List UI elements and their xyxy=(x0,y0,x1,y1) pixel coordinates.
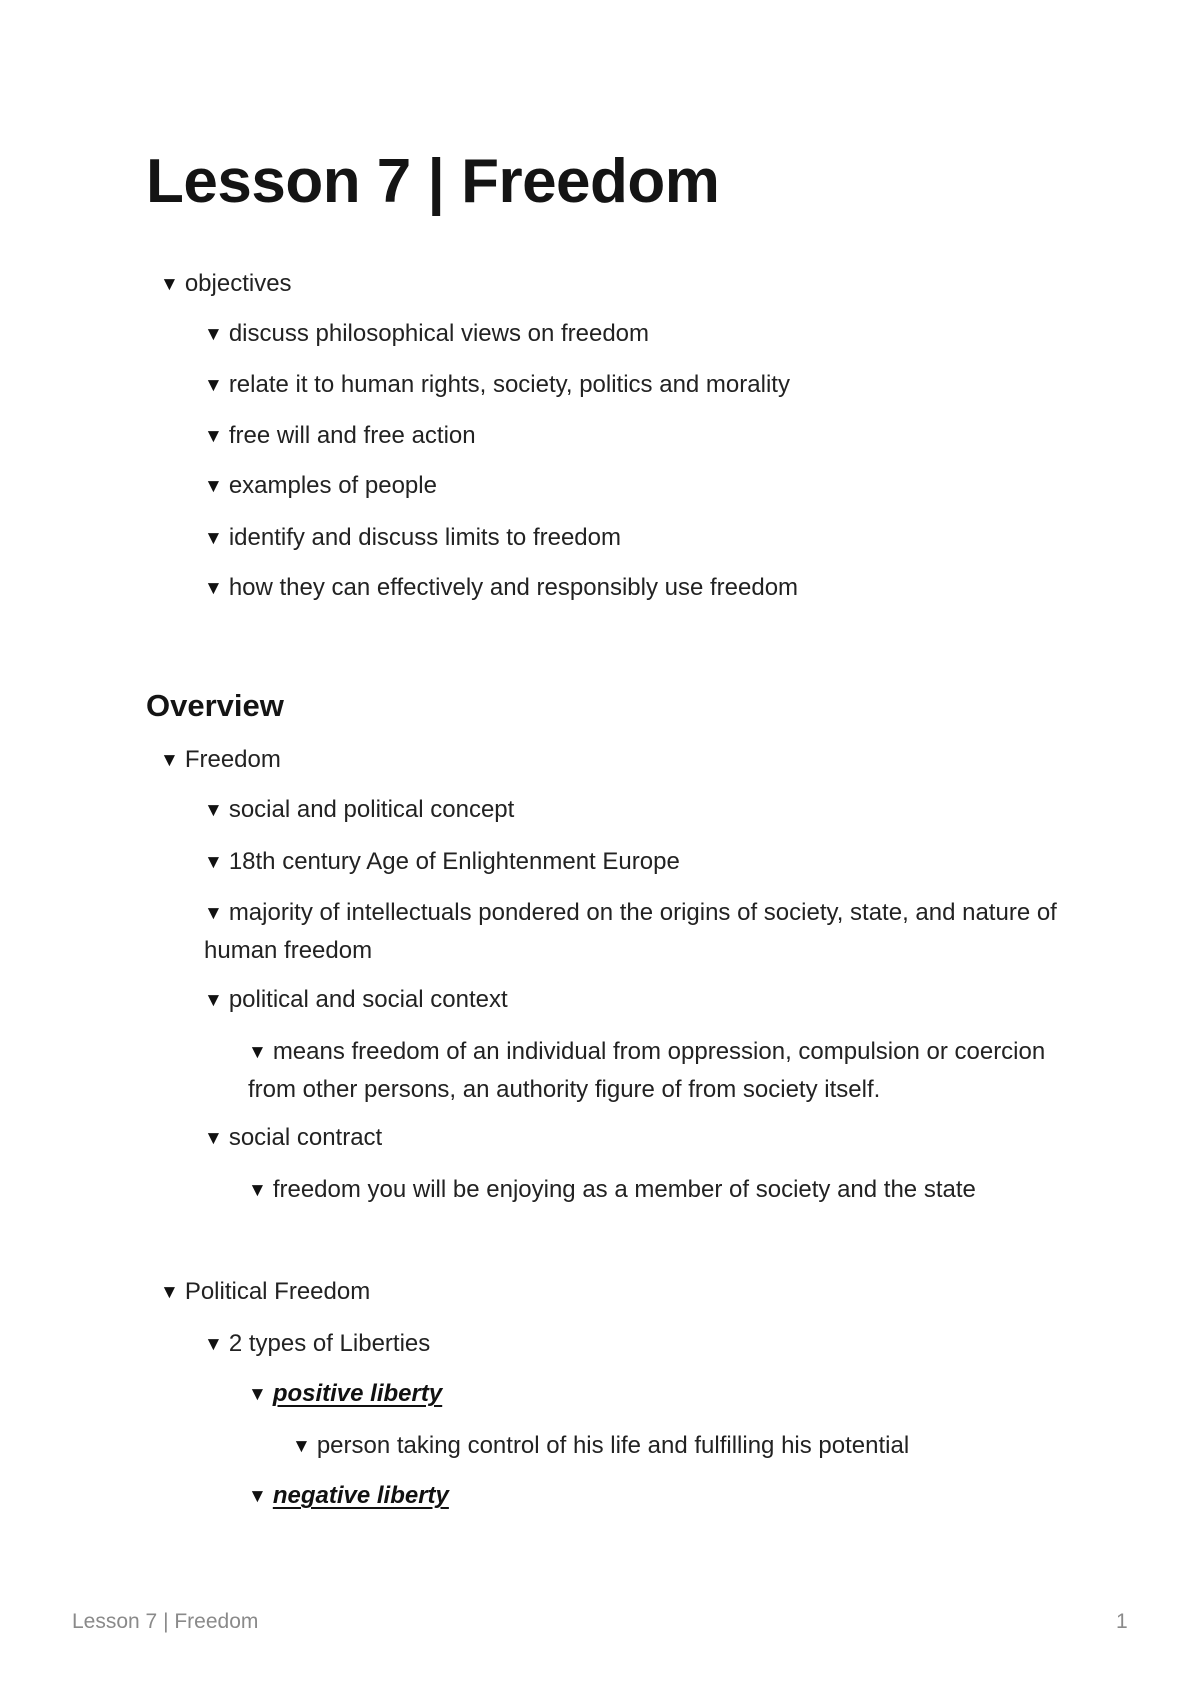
toggle-triangle-icon[interactable]: ▼ xyxy=(160,750,179,771)
toggle-triangle-icon[interactable]: ▼ xyxy=(204,375,223,396)
toggle-label: person taking control of his life and fulfilling his potential xyxy=(316,1432,910,1459)
toggle-label: discuss philosophical views on freedom xyxy=(228,320,650,347)
section-heading-overview: Overview xyxy=(146,688,284,723)
toggle-triangle-icon[interactable]: ▼ xyxy=(204,1334,223,1355)
toggle-types-of-liberties[interactable] xyxy=(204,1326,430,1364)
toggle-triangle-icon[interactable]: ▼ xyxy=(204,528,223,549)
toggle-triangle-icon[interactable]: ▼ xyxy=(204,426,223,447)
toggle-label: negative liberty xyxy=(272,1482,449,1509)
toggle-triangle-icon[interactable]: ▼ xyxy=(248,1486,267,1507)
toggle-label: 2 types of Liberties xyxy=(228,1330,431,1357)
toggle-triangle-icon[interactable]: ▼ xyxy=(204,324,223,345)
toggle-label: means freedom of an individual from oppression, compulsion or coercion from other persons, an authority figure of from society itself. xyxy=(248,1038,1046,1103)
toggle-label: Freedom xyxy=(184,746,281,773)
toggle-objective-3[interactable] xyxy=(204,418,476,456)
toggle-triangle-icon[interactable]: ▼ xyxy=(160,274,179,295)
toggle-label: social contract xyxy=(228,1124,383,1151)
toggle-triangle-icon[interactable]: ▼ xyxy=(204,1128,223,1149)
toggle-triangle-icon[interactable]: ▼ xyxy=(204,800,223,821)
toggle-positive-liberty[interactable] xyxy=(248,1376,442,1414)
toggle-label: relate it to human rights, society, politics and morality xyxy=(228,371,790,398)
toggle-label: how they can effectively and responsibly use freedom xyxy=(228,574,799,601)
toggle-objective-4[interactable] xyxy=(204,468,437,506)
toggle-triangle-icon[interactable]: ▼ xyxy=(292,1436,311,1457)
toggle-freedom-concept[interactable] xyxy=(204,792,514,830)
toggle-triangle-icon[interactable]: ▼ xyxy=(204,903,223,924)
toggle-positive-liberty-desc[interactable] xyxy=(292,1428,909,1466)
toggle-label: 18th century Age of Enlightenment Europe xyxy=(228,848,680,875)
footer-page-number: 1 xyxy=(1116,1610,1128,1633)
toggle-triangle-icon[interactable]: ▼ xyxy=(248,1384,267,1405)
toggle-objective-6[interactable] xyxy=(204,570,798,608)
toggle-freedom-context[interactable] xyxy=(204,982,508,1020)
toggle-objectives[interactable] xyxy=(160,266,292,304)
page-title: Lesson 7 | Freedom xyxy=(146,147,720,216)
toggle-triangle-icon[interactable]: ▼ xyxy=(204,852,223,873)
toggle-triangle-icon[interactable]: ▼ xyxy=(160,1282,179,1303)
toggle-label: objectives xyxy=(184,270,292,297)
toggle-freedom-context-meaning[interactable] xyxy=(248,1034,1078,1108)
toggle-label: positive liberty xyxy=(272,1380,443,1407)
toggle-freedom-social-contract[interactable] xyxy=(204,1120,382,1158)
toggle-label: identify and discuss limits to freedom xyxy=(228,524,621,551)
toggle-objective-5[interactable] xyxy=(204,520,621,558)
toggle-triangle-icon[interactable]: ▼ xyxy=(248,1180,267,1201)
toggle-label: Political Freedom xyxy=(184,1278,371,1305)
toggle-triangle-icon[interactable]: ▼ xyxy=(204,578,223,599)
toggle-label: free will and free action xyxy=(228,422,476,449)
toggle-political-freedom[interactable] xyxy=(160,1274,370,1312)
toggle-label: freedom you will be enjoying as a member of society and the state xyxy=(272,1176,976,1203)
toggle-label: social and political concept xyxy=(228,796,515,823)
toggle-freedom-social-contract-desc[interactable] xyxy=(248,1172,976,1210)
toggle-label: political and social context xyxy=(228,986,508,1013)
toggle-label: examples of people xyxy=(228,472,437,499)
toggle-triangle-icon[interactable]: ▼ xyxy=(204,476,223,497)
toggle-freedom[interactable] xyxy=(160,742,281,780)
toggle-objective-1[interactable] xyxy=(204,316,649,354)
toggle-label: majority of intellectuals pondered on the origins of society, state, and nature of human freedom xyxy=(204,899,1057,964)
footer-doc-title: Lesson 7 | Freedom xyxy=(72,1610,259,1633)
toggle-negative-liberty[interactable] xyxy=(248,1478,449,1516)
toggle-objective-2[interactable] xyxy=(204,367,790,405)
toggle-triangle-icon[interactable]: ▼ xyxy=(248,1042,267,1063)
toggle-freedom-enlightenment[interactable] xyxy=(204,844,680,882)
toggle-freedom-intellectuals[interactable] xyxy=(204,895,1064,969)
toggle-triangle-icon[interactable]: ▼ xyxy=(204,990,223,1011)
